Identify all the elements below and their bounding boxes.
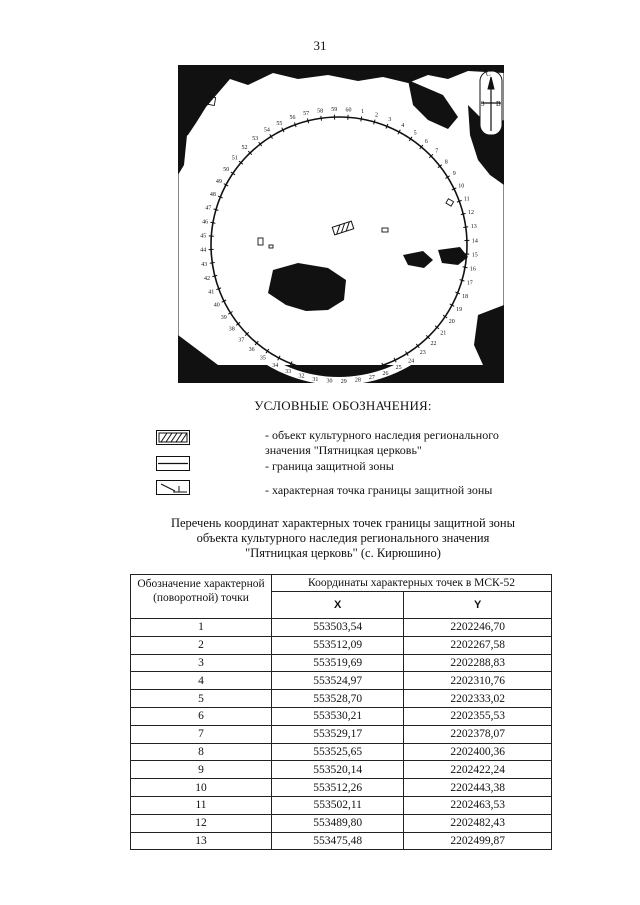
- coordinates-table: [130, 574, 552, 850]
- boundary-point-label: 39: [220, 315, 227, 322]
- boundary-point-label: 9: [452, 170, 456, 177]
- boundary-point-label: 50: [223, 166, 230, 173]
- boundary-point-label: 20: [448, 319, 455, 326]
- point-number-cell: 7: [131, 725, 272, 743]
- west-label: 3: [481, 100, 485, 108]
- legend-point-text: - характерная точка границы защитной зоны: [265, 483, 493, 497]
- boundary-point-label: 3: [388, 116, 392, 123]
- x-column-header: X: [272, 592, 404, 619]
- x-coordinate-cell: 553512,09: [272, 636, 404, 654]
- table-row: [131, 672, 552, 690]
- boundary-point-tick: [210, 263, 215, 264]
- boundary-point-label: 25: [395, 365, 402, 372]
- boundary-point-tick: [463, 227, 468, 228]
- boundary-point-tick: [321, 116, 322, 121]
- y-coordinate-cell: 2202443,38: [404, 779, 552, 797]
- boundary-point-label: 8: [444, 159, 448, 166]
- boundary-point-label: 11: [463, 196, 470, 203]
- x-coordinate-cell: 553530,21: [272, 707, 404, 725]
- boundary-point-label: 2: [375, 112, 378, 119]
- boundary-point-label: 42: [204, 275, 210, 282]
- y-coordinate-cell: 2202267,58: [404, 636, 552, 654]
- boundary-point-label: 41: [208, 289, 215, 296]
- boundary-point-label: 53: [252, 135, 259, 142]
- point-number-cell: 12: [131, 814, 272, 832]
- list-title-line1: Перечень координат характерных точек границы защитной зоны: [170, 516, 516, 530]
- boundary-point-label: 47: [205, 205, 212, 212]
- boundary-point-label: 43: [201, 261, 208, 268]
- compass-rose: [480, 70, 502, 135]
- x-coordinate-cell: 553512,26: [272, 779, 404, 797]
- x-coordinate-cell: 553524,97: [272, 672, 404, 690]
- north-label: С: [486, 70, 491, 78]
- point-number-cell: 4: [131, 672, 272, 690]
- boundary-point-label: 56: [289, 115, 296, 122]
- boundary-point-label: 6: [424, 138, 428, 145]
- table-row: [131, 690, 552, 708]
- boundary-point-label: 10: [458, 183, 465, 190]
- point-number-cell: 13: [131, 832, 272, 850]
- boundary-point-label: 31: [312, 376, 319, 383]
- boundary-point-label: 24: [408, 358, 415, 365]
- y-coordinate-cell: 2202378,07: [404, 725, 552, 743]
- legend-title: УСЛОВНЫЕ ОБОЗНАЧЕНИЯ:: [254, 398, 432, 413]
- boundary-point-label: 5: [413, 130, 417, 137]
- y-coordinate-cell: 2202482,43: [404, 814, 552, 832]
- boundary-point-label: 55: [276, 120, 283, 127]
- boundary-point-label: 38: [228, 326, 235, 333]
- boundary-point-label: 19: [456, 306, 463, 313]
- point-number-cell: 5: [131, 690, 272, 708]
- point-number-cell: 1: [131, 619, 272, 637]
- boundary-point-label: 48: [209, 192, 216, 199]
- table-row: [131, 832, 552, 850]
- y-coordinate-cell: 2202499,87: [404, 832, 552, 850]
- boundary-point-label: 15: [471, 252, 478, 259]
- y-coordinate-cell: 2202400,36: [404, 743, 552, 761]
- page-number: 31: [313, 38, 327, 53]
- coordinates-list-title: [0, 516, 640, 561]
- east-label: В: [496, 100, 501, 108]
- boundary-point-label: 36: [248, 347, 255, 354]
- legend-heritage-symbol: [156, 430, 190, 445]
- coordinates-table-body: [131, 619, 552, 850]
- point-number-cell: 9: [131, 761, 272, 779]
- site-plan-map: [178, 65, 504, 383]
- boundary-point-label: 60: [345, 107, 352, 114]
- boundary-point-label: 26: [382, 370, 389, 377]
- boundary-point-label: 30: [326, 378, 333, 383]
- boundary-point-tick: [357, 369, 358, 374]
- boundary-point-label: 33: [285, 369, 292, 376]
- table-row: [131, 796, 552, 814]
- x-coordinate-cell: 553519,69: [272, 654, 404, 672]
- table-row: [131, 654, 552, 672]
- boundary-point-label: 16: [469, 266, 476, 273]
- x-coordinate-cell: 553528,70: [272, 690, 404, 708]
- boundary-point-label: 7: [435, 148, 439, 155]
- boundary-point-label: 40: [213, 302, 220, 309]
- point-number-cell: 2: [131, 636, 272, 654]
- boundary-point-label: 28: [354, 377, 361, 383]
- boundary-point-label: 14: [471, 238, 478, 245]
- point-number-cell: 3: [131, 654, 272, 672]
- point-number-cell: 8: [131, 743, 272, 761]
- x-coordinate-cell: 553529,17: [272, 725, 404, 743]
- list-title-line2: объекта культурного наследия регионального значения: [196, 531, 490, 545]
- point-designation-header: Обозначение характерной (поворотной) точки: [131, 575, 272, 619]
- boundary-point-label: 4: [401, 122, 405, 129]
- point-number-cell: 11: [131, 796, 272, 814]
- table-row: [131, 779, 552, 797]
- boundary-point-label: 52: [241, 145, 248, 152]
- legend-point-symbol: [156, 480, 190, 495]
- boundary-point-label: 59: [331, 107, 338, 114]
- boundary-point-label: 34: [272, 363, 279, 370]
- table-row: [131, 814, 552, 832]
- boundary-point-label: 51: [231, 155, 238, 162]
- boundary-point-label: 46: [202, 219, 209, 226]
- boundary-point-label: 29: [340, 378, 347, 383]
- legend-boundary-text: - граница защитной зоны: [265, 459, 394, 473]
- boundary-point-label: 35: [259, 355, 266, 362]
- y-coordinate-cell: 2202333,02: [404, 690, 552, 708]
- x-coordinate-cell: 553475,48: [272, 832, 404, 850]
- boundary-point-label: 58: [317, 108, 324, 115]
- legend-heritage-line1: - объект культурного наследия регионального: [265, 428, 499, 442]
- table-row: [131, 725, 552, 743]
- boundary-point-label: 32: [298, 373, 305, 380]
- boundary-point-label: 12: [468, 210, 474, 217]
- boundary-point-label: 1: [361, 109, 365, 116]
- table-row: [131, 619, 552, 637]
- boundary-point-label: 22: [430, 340, 437, 347]
- y-coordinate-cell: 2202355,53: [404, 707, 552, 725]
- coordinates-group-header: Координаты характерных точек в МСК-52: [272, 575, 552, 592]
- legend-heritage-text: [265, 428, 499, 458]
- boundary-point-label: 57: [303, 111, 310, 117]
- boundary-point-label: 17: [466, 280, 473, 287]
- boundary-point-label: 45: [200, 233, 207, 240]
- y-coordinate-cell: 2202422,24: [404, 761, 552, 779]
- boundary-point-label: 21: [440, 330, 447, 337]
- list-title-line3: "Пятницкая церковь" (с. Кирюшино): [245, 546, 441, 560]
- table-row: [131, 636, 552, 654]
- legend-boundary-symbol: [156, 456, 190, 471]
- y-coordinate-cell: 2202288,83: [404, 654, 552, 672]
- boundary-point-label: 49: [215, 179, 222, 186]
- point-number-cell: 6: [131, 707, 272, 725]
- boundary-point-label: 27: [368, 375, 375, 381]
- boundary-point-label: 44: [200, 247, 207, 254]
- boundary-point-label: 37: [238, 337, 245, 344]
- x-coordinate-cell: 553489,80: [272, 814, 404, 832]
- boundary-point-label: 54: [263, 127, 270, 134]
- y-coordinate-cell: 2202246,70: [404, 619, 552, 637]
- boundary-point-label: 23: [419, 350, 426, 357]
- table-row: [131, 743, 552, 761]
- y-coordinate-cell: 2202310,76: [404, 672, 552, 690]
- x-coordinate-cell: 553525,65: [272, 743, 404, 761]
- legend-heritage-line2: значения "Пятницкая церковь": [265, 443, 422, 457]
- table-row: [131, 761, 552, 779]
- y-coordinate-cell: 2202463,53: [404, 796, 552, 814]
- boundary-point-label: 13: [470, 224, 477, 231]
- x-coordinate-cell: 553503,54: [272, 619, 404, 637]
- point-number-cell: 10: [131, 779, 272, 797]
- boundary-point-label: 18: [462, 293, 469, 300]
- y-column-header: Y: [404, 592, 552, 619]
- x-coordinate-cell: 553520,14: [272, 761, 404, 779]
- x-coordinate-cell: 553502,11: [272, 796, 404, 814]
- table-row: [131, 707, 552, 725]
